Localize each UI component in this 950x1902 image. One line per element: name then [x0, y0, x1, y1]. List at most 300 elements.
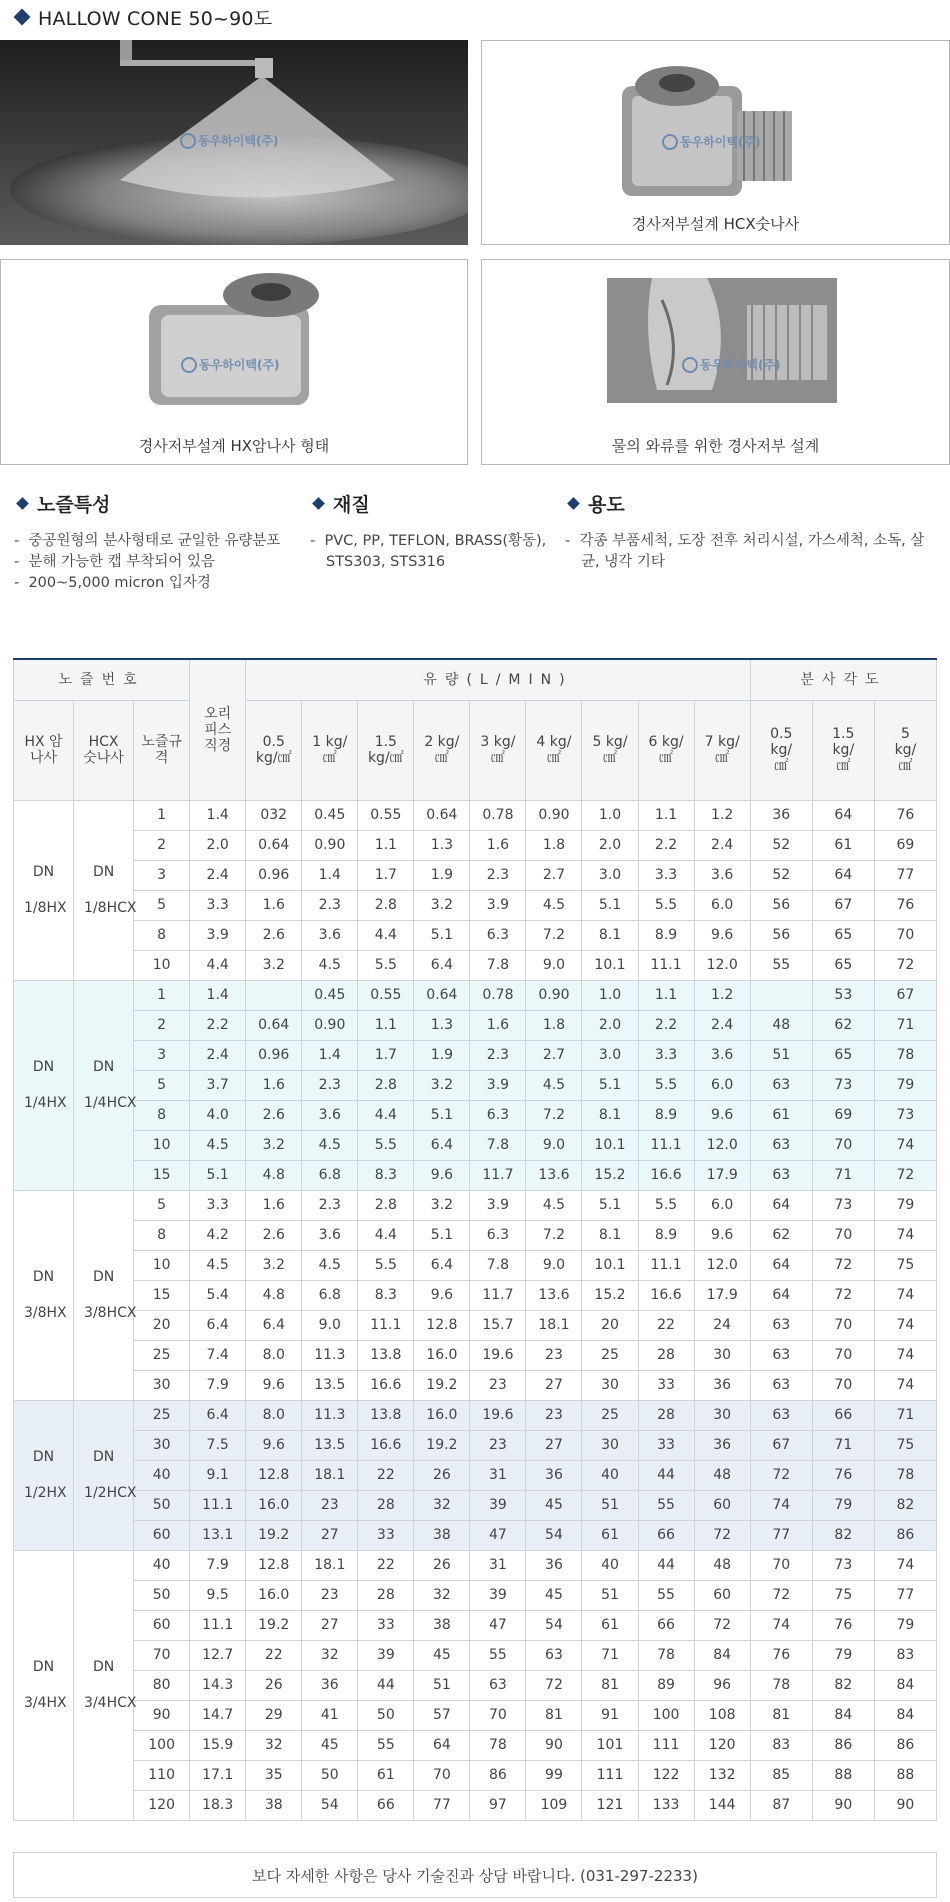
table-cell: 12.8 — [414, 1310, 470, 1340]
table-cell: 84 — [694, 1640, 750, 1670]
table-cell: 81 — [750, 1700, 812, 1730]
feature-item-text: 분해 가능한 캡 부착되어 있음 — [28, 554, 215, 570]
table-cell: 70 — [134, 1640, 190, 1670]
table-cell: 0.64 — [414, 800, 470, 830]
table-cell: 84 — [812, 1700, 874, 1730]
table-cell: 6.3 — [470, 920, 526, 950]
table-cell: 53 — [812, 980, 874, 1010]
table-cell: 1.7 — [358, 860, 414, 890]
table-cell: 15.7 — [470, 1310, 526, 1340]
table-cell: 2 — [134, 830, 190, 860]
table-cell: 9.0 — [526, 950, 582, 980]
table-cell: 1.1 — [358, 1010, 414, 1040]
table-cell: 1.9 — [414, 1040, 470, 1070]
table-cell — [750, 980, 812, 1010]
feature-heading-text: 용도 — [588, 494, 625, 516]
table-cell: 19.6 — [470, 1400, 526, 1430]
table-cell: 2.4 — [694, 830, 750, 860]
table-cell: 1.2 — [694, 800, 750, 830]
header-flow-pressure: 7 kg/㎠ — [694, 700, 750, 800]
table-cell: 27 — [526, 1370, 582, 1400]
table-cell: 16.6 — [638, 1160, 694, 1190]
table-cell: 39 — [358, 1640, 414, 1670]
table-cell: 52 — [750, 860, 812, 890]
table-cell: 3.6 — [302, 920, 358, 950]
table-cell: 79 — [812, 1640, 874, 1670]
table-cell: 66 — [812, 1400, 874, 1430]
table-cell: 45 — [526, 1580, 582, 1610]
header-row-sub — [14, 700, 937, 800]
table-cell: 52 — [750, 830, 812, 860]
table-cell: 3.6 — [302, 1220, 358, 1250]
table-cell: 74 — [874, 1340, 936, 1370]
table-cell: 63 — [750, 1160, 812, 1190]
table-cell: 25 — [582, 1400, 638, 1430]
table-cell: 56 — [750, 890, 812, 920]
table-cell: 122 — [638, 1760, 694, 1790]
table-cell: 77 — [414, 1790, 470, 1820]
table-cell: 61 — [750, 1100, 812, 1130]
table-cell: 5.5 — [638, 890, 694, 920]
table-cell: 32 — [302, 1640, 358, 1670]
watermark — [180, 132, 279, 149]
table-cell: 70 — [812, 1310, 874, 1340]
table-cell: 121 — [582, 1790, 638, 1820]
table-cell: 2 — [134, 1010, 190, 1040]
table-cell: 82 — [812, 1670, 874, 1700]
table-cell: 77 — [874, 860, 936, 890]
table-cell: 27 — [302, 1610, 358, 1640]
table-cell: 5.1 — [582, 1070, 638, 1100]
table-cell: 63 — [750, 1370, 812, 1400]
watermark — [682, 356, 781, 373]
table-row — [14, 1160, 937, 1190]
table-cell: 3.3 — [638, 1040, 694, 1070]
table-cell: 33 — [638, 1430, 694, 1460]
table-cell: 17.9 — [694, 1160, 750, 1190]
table-cell: 10.1 — [582, 1130, 638, 1160]
table-cell: 82 — [874, 1490, 936, 1520]
table-cell: 1.9 — [414, 860, 470, 890]
header-flow-pressure: 1.5 kg/㎠ — [358, 700, 414, 800]
table-cell: 55 — [750, 950, 812, 980]
feature-usage — [565, 490, 935, 573]
table-cell: 8 — [134, 1220, 190, 1250]
table-row — [14, 1100, 937, 1130]
nozzle-hx-cell: DN 1/4HX — [14, 980, 74, 1190]
table-cell: 5.1 — [582, 1190, 638, 1220]
table-cell: 50 — [134, 1580, 190, 1610]
nozzle-hcx-cell: DN 3/8HCX — [74, 1190, 134, 1400]
table-cell: 69 — [812, 1100, 874, 1130]
table-cell: 36 — [526, 1550, 582, 1580]
table-cell: 73 — [812, 1190, 874, 1220]
table-row — [14, 1400, 937, 1430]
table-cell: 72 — [874, 950, 936, 980]
nozzle-hx-cell: DN 1/8HX — [14, 800, 74, 980]
table-cell: 4.5 — [526, 1070, 582, 1100]
table-row — [14, 890, 937, 920]
header-angle-pressure: 0.5 kg/㎠ — [750, 700, 812, 800]
feature-heading — [14, 490, 299, 517]
table-cell: 8.0 — [246, 1340, 302, 1370]
table-cell: 15.9 — [190, 1730, 246, 1760]
table-cell: 79 — [812, 1490, 874, 1520]
table-cell: 70 — [874, 920, 936, 950]
table-cell: 1.4 — [190, 980, 246, 1010]
table-cell: 2.4 — [190, 1040, 246, 1070]
table-cell: 66 — [638, 1520, 694, 1550]
table-cell: 30 — [582, 1430, 638, 1460]
table-cell: 22 — [638, 1310, 694, 1340]
table-cell: 62 — [812, 1010, 874, 1040]
table-cell: 67 — [750, 1430, 812, 1460]
table-cell: 64 — [812, 800, 874, 830]
table-cell: 4.2 — [190, 1220, 246, 1250]
table-cell: 5 — [134, 1190, 190, 1220]
table-cell: 8.0 — [246, 1400, 302, 1430]
table-cell: 2.4 — [694, 1010, 750, 1040]
table-cell: 23 — [470, 1430, 526, 1460]
table-cell: 55 — [470, 1640, 526, 1670]
table-cell: 50 — [358, 1700, 414, 1730]
feature-item-text: 중공원형의 분사형태로 균일한 유량분포 — [28, 533, 281, 549]
table-cell: 74 — [874, 1130, 936, 1160]
table-cell: 31 — [470, 1550, 526, 1580]
table-cell: 101 — [582, 1730, 638, 1760]
table-cell: 5.5 — [358, 1130, 414, 1160]
table-cell: 6.8 — [302, 1160, 358, 1190]
table-cell: 65 — [812, 950, 874, 980]
table-cell: 89 — [638, 1670, 694, 1700]
table-cell: 4.5 — [302, 950, 358, 980]
table-cell: 78 — [874, 1040, 936, 1070]
table-cell: 9.6 — [414, 1280, 470, 1310]
feature-list — [310, 531, 555, 573]
table-cell: 12.7 — [190, 1640, 246, 1670]
table-cell: 48 — [694, 1550, 750, 1580]
table-cell: 15.2 — [582, 1160, 638, 1190]
table-cell: 25 — [134, 1340, 190, 1370]
photo-hcx — [481, 40, 950, 245]
table-cell: 032 — [246, 800, 302, 830]
table-cell: 28 — [638, 1340, 694, 1370]
table-cell: 16.6 — [358, 1370, 414, 1400]
table-cell: 72 — [694, 1520, 750, 1550]
table-cell: 44 — [638, 1550, 694, 1580]
table-cell: 30 — [582, 1370, 638, 1400]
table-cell: 86 — [874, 1520, 936, 1550]
table-cell: 23 — [302, 1490, 358, 1520]
table-cell: 70 — [812, 1340, 874, 1370]
table-cell: 6.8 — [302, 1280, 358, 1310]
table-cell: 16.6 — [638, 1280, 694, 1310]
table-cell: 22 — [358, 1550, 414, 1580]
table-cell: 1.4 — [302, 1040, 358, 1070]
table-cell: 69 — [874, 830, 936, 860]
table-cell: 6.4 — [246, 1310, 302, 1340]
table-cell: 79 — [874, 1610, 936, 1640]
header-angle-pressure: 1.5 kg/㎠ — [812, 700, 874, 800]
table-cell: 10 — [134, 1250, 190, 1280]
table-cell: 1 — [134, 980, 190, 1010]
table-cell: 120 — [134, 1790, 190, 1820]
feature-item: - 중공원형의 분사형태로 균일한 유량분포 — [14, 533, 281, 549]
table-cell: 18.1 — [302, 1460, 358, 1490]
table-cell: 0.45 — [302, 980, 358, 1010]
header-flow: 유량(L/MIN) — [246, 659, 751, 700]
feature-item: - PVC, PP, TEFLON, BRASS(황동), STS303, STS316 — [310, 533, 547, 570]
table-cell: 2.0 — [582, 1010, 638, 1040]
table-row — [14, 1250, 937, 1280]
table-cell: 51 — [750, 1040, 812, 1070]
table-cell: 9.6 — [246, 1370, 302, 1400]
table-cell: 77 — [750, 1520, 812, 1550]
table-cell: 5.1 — [414, 1220, 470, 1250]
table-cell: 9.6 — [694, 1220, 750, 1250]
table-cell: 48 — [694, 1460, 750, 1490]
contact-footer: 보다 자세한 사항은 당사 기술진과 상담 바랍니다. (031-297-2233) — [13, 1852, 937, 1898]
photo-hx — [0, 259, 468, 465]
table-row — [14, 1010, 937, 1040]
table-cell: 9.0 — [526, 1130, 582, 1160]
table-cell: 90 — [812, 1790, 874, 1820]
table-cell: 4.5 — [302, 1250, 358, 1280]
table-row — [14, 1310, 937, 1340]
table-cell: 10.1 — [582, 950, 638, 980]
table-cell: 9.6 — [246, 1430, 302, 1460]
table-row — [14, 1640, 937, 1670]
table-cell: 90 — [526, 1730, 582, 1760]
table-row — [14, 1610, 937, 1640]
table-cell: 70 — [414, 1760, 470, 1790]
table-cell: 64 — [750, 1250, 812, 1280]
table-cell: 30 — [694, 1340, 750, 1370]
nozzle-hcx-cell: DN 3/4HCX — [74, 1550, 134, 1820]
table-cell: 7.9 — [190, 1370, 246, 1400]
table-cell: 2.6 — [246, 1220, 302, 1250]
table-cell: 54 — [526, 1520, 582, 1550]
table-row — [14, 1490, 937, 1520]
table-cell: 13.8 — [358, 1340, 414, 1370]
table-cell: 3.3 — [190, 890, 246, 920]
table-cell: 8.9 — [638, 1100, 694, 1130]
diamond-bullet-icon — [16, 497, 29, 510]
table-cell: 73 — [812, 1550, 874, 1580]
table-cell: 16.0 — [414, 1400, 470, 1430]
header-flow-pressure: 1 kg/㎠ — [302, 700, 358, 800]
table-cell: 51 — [582, 1580, 638, 1610]
table-cell: 61 — [812, 830, 874, 860]
table-row — [14, 950, 937, 980]
table-cell: 25 — [134, 1400, 190, 1430]
table-cell: 78 — [874, 1460, 936, 1490]
table-row — [14, 1550, 937, 1580]
table-cell: 1.6 — [246, 1190, 302, 1220]
table-cell: 18.1 — [526, 1310, 582, 1340]
feature-heading — [310, 490, 555, 517]
feature-nozzle-characteristics — [14, 490, 299, 594]
table-cell: 11.1 — [358, 1310, 414, 1340]
table-cell: 2.2 — [190, 1010, 246, 1040]
table-cell: 47 — [470, 1610, 526, 1640]
table-cell: 7.4 — [190, 1340, 246, 1370]
table-cell: 88 — [812, 1760, 874, 1790]
table-cell: 44 — [358, 1670, 414, 1700]
table-cell: 83 — [750, 1730, 812, 1760]
table-cell: 60 — [694, 1490, 750, 1520]
table-cell: 10 — [134, 1130, 190, 1160]
table-cell: 71 — [874, 1400, 936, 1430]
table-cell: 3.2 — [414, 890, 470, 920]
table-cell: 70 — [750, 1550, 812, 1580]
table-cell: 2.2 — [638, 1010, 694, 1040]
table-cell: 1.1 — [638, 980, 694, 1010]
table-cell: 2.3 — [470, 860, 526, 890]
table-cell: 1.1 — [358, 830, 414, 860]
table-cell: 13.8 — [358, 1400, 414, 1430]
table-cell: 7.8 — [470, 950, 526, 980]
table-cell: 29 — [246, 1700, 302, 1730]
table-cell: 38 — [414, 1610, 470, 1640]
table-cell: 51 — [414, 1670, 470, 1700]
table-cell: 7.2 — [526, 1220, 582, 1250]
table-cell: 22 — [246, 1640, 302, 1670]
table-cell: 38 — [414, 1520, 470, 1550]
table-cell: 3.7 — [190, 1070, 246, 1100]
table-cell: 71 — [812, 1160, 874, 1190]
table-cell: 74 — [874, 1550, 936, 1580]
table-cell: 41 — [302, 1700, 358, 1730]
table-cell: 12.0 — [694, 950, 750, 980]
table-cell: 120 — [694, 1730, 750, 1760]
table-cell: 13.5 — [302, 1430, 358, 1460]
table-cell: 3.2 — [246, 950, 302, 980]
table-cell: 6.4 — [190, 1400, 246, 1430]
table-cell: 2.8 — [358, 890, 414, 920]
table-cell: 74 — [874, 1370, 936, 1400]
table-cell: 3.9 — [470, 1070, 526, 1100]
table-cell: 81 — [526, 1700, 582, 1730]
table-cell: 3.6 — [694, 1040, 750, 1070]
table-cell: 36 — [694, 1430, 750, 1460]
table-cell: 38 — [246, 1790, 302, 1820]
table-cell: 6.3 — [470, 1100, 526, 1130]
table-cell: 15.2 — [582, 1280, 638, 1310]
table-cell: 63 — [750, 1070, 812, 1100]
header-hx: HX 암나사 — [14, 700, 74, 800]
photo-spray — [0, 40, 468, 245]
table-cell: 9.0 — [302, 1310, 358, 1340]
table-cell: 23 — [302, 1580, 358, 1610]
table-cell: 26 — [246, 1670, 302, 1700]
table-row — [14, 1340, 937, 1370]
table-cell: 63 — [750, 1310, 812, 1340]
table-cell: 3.0 — [582, 1040, 638, 1070]
table-cell: 12.0 — [694, 1130, 750, 1160]
table-cell: 45 — [526, 1490, 582, 1520]
table-cell: 9.6 — [414, 1160, 470, 1190]
table-cell: 1.0 — [582, 800, 638, 830]
company-logo-icon — [180, 133, 196, 149]
table-cell: 13.5 — [302, 1370, 358, 1400]
table-cell: 20 — [134, 1310, 190, 1340]
table-cell: 1.6 — [470, 1010, 526, 1040]
feature-item-text: PVC, PP, TEFLON, BRASS(황동), STS303, STS316 — [324, 533, 547, 570]
table-cell: 27 — [302, 1520, 358, 1550]
table-cell: 33 — [638, 1370, 694, 1400]
table-row — [14, 1760, 937, 1790]
table-cell: 76 — [750, 1640, 812, 1670]
table-cell: 17.1 — [190, 1760, 246, 1790]
table-cell: 60 — [694, 1580, 750, 1610]
table-cell: 2.4 — [190, 860, 246, 890]
table-cell: 0.90 — [302, 830, 358, 860]
table-row — [14, 1280, 937, 1310]
table-cell: 66 — [638, 1610, 694, 1640]
header-flow-pressure: 3 kg/㎠ — [470, 700, 526, 800]
table-row — [14, 1430, 937, 1460]
feature-list — [565, 531, 935, 573]
table-cell: 88 — [874, 1760, 936, 1790]
table-cell: 6.3 — [470, 1220, 526, 1250]
diamond-bullet-icon — [14, 9, 31, 26]
table-cell: 6.4 — [190, 1310, 246, 1340]
table-cell: 2.3 — [302, 1190, 358, 1220]
feature-item-text: 200~5,000 micron 입자경 — [28, 575, 211, 591]
nozzle-hcx-cell: DN 1/8HCX — [74, 800, 134, 980]
table-cell: 35 — [246, 1760, 302, 1790]
table-cell: 2.8 — [358, 1190, 414, 1220]
nozzle-hx-cell: DN 1/2HX — [14, 1400, 74, 1550]
table-cell: 1.6 — [246, 890, 302, 920]
table-cell: 9.0 — [526, 1250, 582, 1280]
table-row — [14, 1130, 937, 1160]
table-cell: 86 — [812, 1730, 874, 1760]
table-cell: 3.3 — [638, 860, 694, 890]
table-cell: 3.0 — [582, 860, 638, 890]
table-cell: 8.3 — [358, 1160, 414, 1190]
table-cell: 31 — [470, 1460, 526, 1490]
table-cell: 27 — [526, 1430, 582, 1460]
table-cell: 63 — [470, 1670, 526, 1700]
table-cell: 1.8 — [526, 1010, 582, 1040]
feature-item: - 각종 부품세척, 도장 전후 처리시설, 가스세척, 소독, 살균, 냉각 기타 — [565, 533, 925, 570]
table-cell: 9.5 — [190, 1580, 246, 1610]
table-cell: 48 — [750, 1010, 812, 1040]
table-cell: 5.5 — [638, 1190, 694, 1220]
section-title — [12, 4, 272, 30]
table-cell: 78 — [750, 1670, 812, 1700]
table-cell — [246, 980, 302, 1010]
table-cell: 19.2 — [414, 1430, 470, 1460]
table-cell: 4.4 — [358, 1100, 414, 1130]
table-cell: 70 — [470, 1700, 526, 1730]
table-cell: 79 — [874, 1070, 936, 1100]
table-cell: 84 — [874, 1700, 936, 1730]
table-cell: 30 — [134, 1370, 190, 1400]
table-cell: 84 — [874, 1670, 936, 1700]
table-cell: 51 — [582, 1490, 638, 1520]
table-cell: 10.1 — [582, 1250, 638, 1280]
table-cell: 1.2 — [694, 980, 750, 1010]
table-cell: 2.6 — [246, 1100, 302, 1130]
table-cell: 76 — [812, 1610, 874, 1640]
table-cell: 11.7 — [470, 1160, 526, 1190]
table-cell: 4.5 — [190, 1250, 246, 1280]
table-cell: 97 — [470, 1790, 526, 1820]
watermark-text: 동우하이텍(주) — [199, 358, 280, 372]
